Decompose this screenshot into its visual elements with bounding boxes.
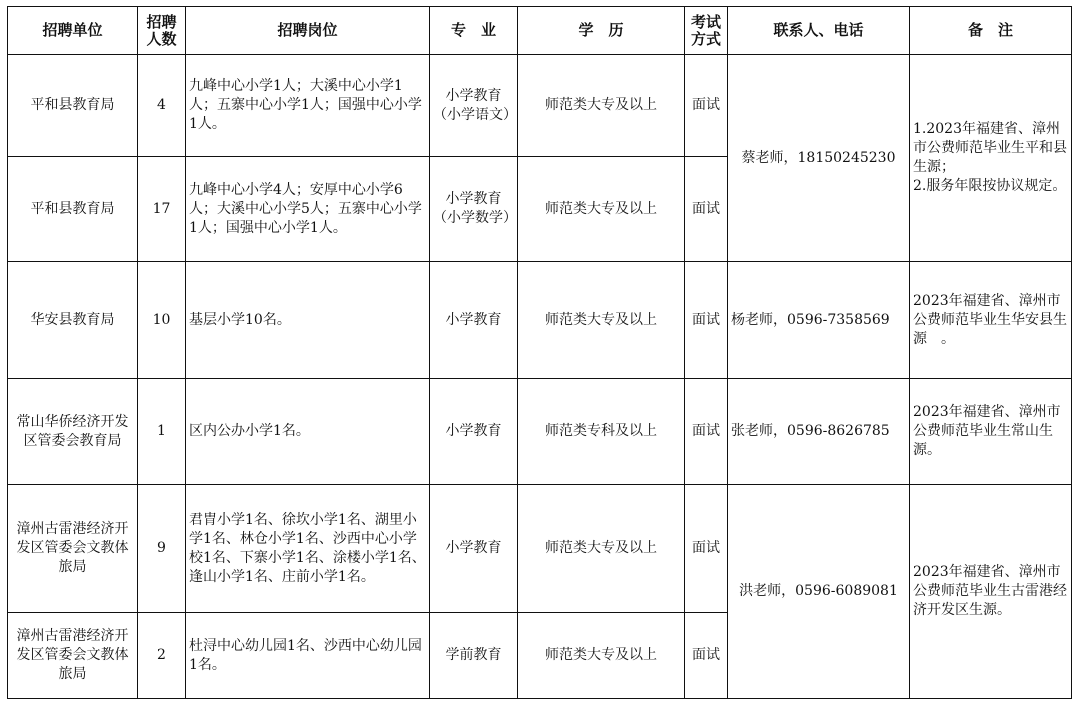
remarks-cell-gulei: 2023年福建省、漳州市公费师范毕业生古雷港经济开发区生源。	[910, 485, 1072, 699]
major-cell: 小学教育（小学语文）	[430, 55, 518, 157]
education-cell: 师范类大专及以上	[518, 613, 685, 699]
remarks-cell: 2023年福建省、漳州市公费师范毕业生常山生源。	[910, 379, 1072, 485]
header-row	[8, 7, 1072, 55]
exam-cell: 面试	[685, 379, 728, 485]
count-cell: 1	[138, 379, 186, 485]
header-major: 专 业	[430, 7, 518, 55]
major-cell: 学前教育	[430, 613, 518, 699]
position-cell: 九峰中心小学4人；安厚中心小学6人；大溪中心小学5人；五寨中心小学1人；国强中心小学1人。	[186, 157, 430, 262]
remarks-cell: 2023年福建省、漳州市公费师范毕业生华安县生源 。	[910, 262, 1072, 379]
count-cell: 2	[138, 613, 186, 699]
contact-cell-gulei: 洪老师，0596-6089081	[728, 485, 910, 699]
major-cell: 小学教育	[430, 485, 518, 613]
unit-cell: 平和县教育局	[8, 157, 138, 262]
position-cell: 基层小学10名。	[186, 262, 430, 379]
count-cell: 4	[138, 55, 186, 157]
education-cell: 师范类专科及以上	[518, 379, 685, 485]
exam-cell: 面试	[685, 613, 728, 699]
recruitment-table	[7, 6, 1072, 699]
education-cell: 师范类大专及以上	[518, 262, 685, 379]
major-cell: 小学教育（小学数学）	[430, 157, 518, 262]
education-cell: 师范类大专及以上	[518, 485, 685, 613]
exam-cell: 面试	[685, 55, 728, 157]
unit-cell: 平和县教育局	[8, 55, 138, 157]
major-cell: 小学教育	[430, 379, 518, 485]
table-row	[8, 55, 1072, 157]
header-exam: 考试 方式	[685, 7, 728, 55]
exam-cell: 面试	[685, 262, 728, 379]
header-position: 招聘岗位	[186, 7, 430, 55]
education-cell: 师范类大专及以上	[518, 55, 685, 157]
position-cell: 君胄小学1名、徐坎小学1名、湖里小学1名、林仓小学1名、沙西中心小学校1名、下寨小学1名、涂楼小学1名、逢山小学1名、庄前小学1名。	[186, 485, 430, 613]
position-cell: 区内公办小学1名。	[186, 379, 430, 485]
header-count: 招聘 人数	[138, 7, 186, 55]
count-cell: 9	[138, 485, 186, 613]
header-unit: 招聘单位	[8, 7, 138, 55]
header-contact: 联系人、电话	[728, 7, 910, 55]
table-row	[8, 485, 1072, 613]
unit-cell: 常山华侨经济开发区管委会教育局	[8, 379, 138, 485]
contact-cell: 杨老师，0596-7358569	[728, 262, 910, 379]
position-cell: 九峰中心小学1人；大溪中心小学1人；五寨中心小学1人；国强中心小学1人。	[186, 55, 430, 157]
header-remarks: 备 注	[910, 7, 1072, 55]
remarks-cell-pinghe	[910, 55, 1072, 262]
count-cell: 17	[138, 157, 186, 262]
unit-cell: 漳州古雷港经济开发区管委会文教体旅局	[8, 485, 138, 613]
major-cell: 小学教育	[430, 262, 518, 379]
unit-cell: 漳州古雷港经济开发区管委会文教体旅局	[8, 613, 138, 699]
remarks-line-2: 2.服务年限按协议规定。	[913, 178, 1067, 194]
position-cell: 杜浔中心幼儿园1名、沙西中心幼儿园1名。	[186, 613, 430, 699]
count-cell: 10	[138, 262, 186, 379]
education-cell: 师范类大专及以上	[518, 157, 685, 262]
table-row	[8, 379, 1072, 485]
exam-cell: 面试	[685, 157, 728, 262]
header-education: 学 历	[518, 7, 685, 55]
unit-cell: 华安县教育局	[8, 262, 138, 379]
contact-cell: 张老师，0596-8626785	[728, 379, 910, 485]
contact-cell-pinghe: 蔡老师，18150245230	[728, 55, 910, 262]
table-row	[8, 262, 1072, 379]
exam-cell: 面试	[685, 485, 728, 613]
remarks-line-1: 1.2023年福建省、漳州市公费师范毕业生平和县生源；	[913, 121, 1067, 175]
